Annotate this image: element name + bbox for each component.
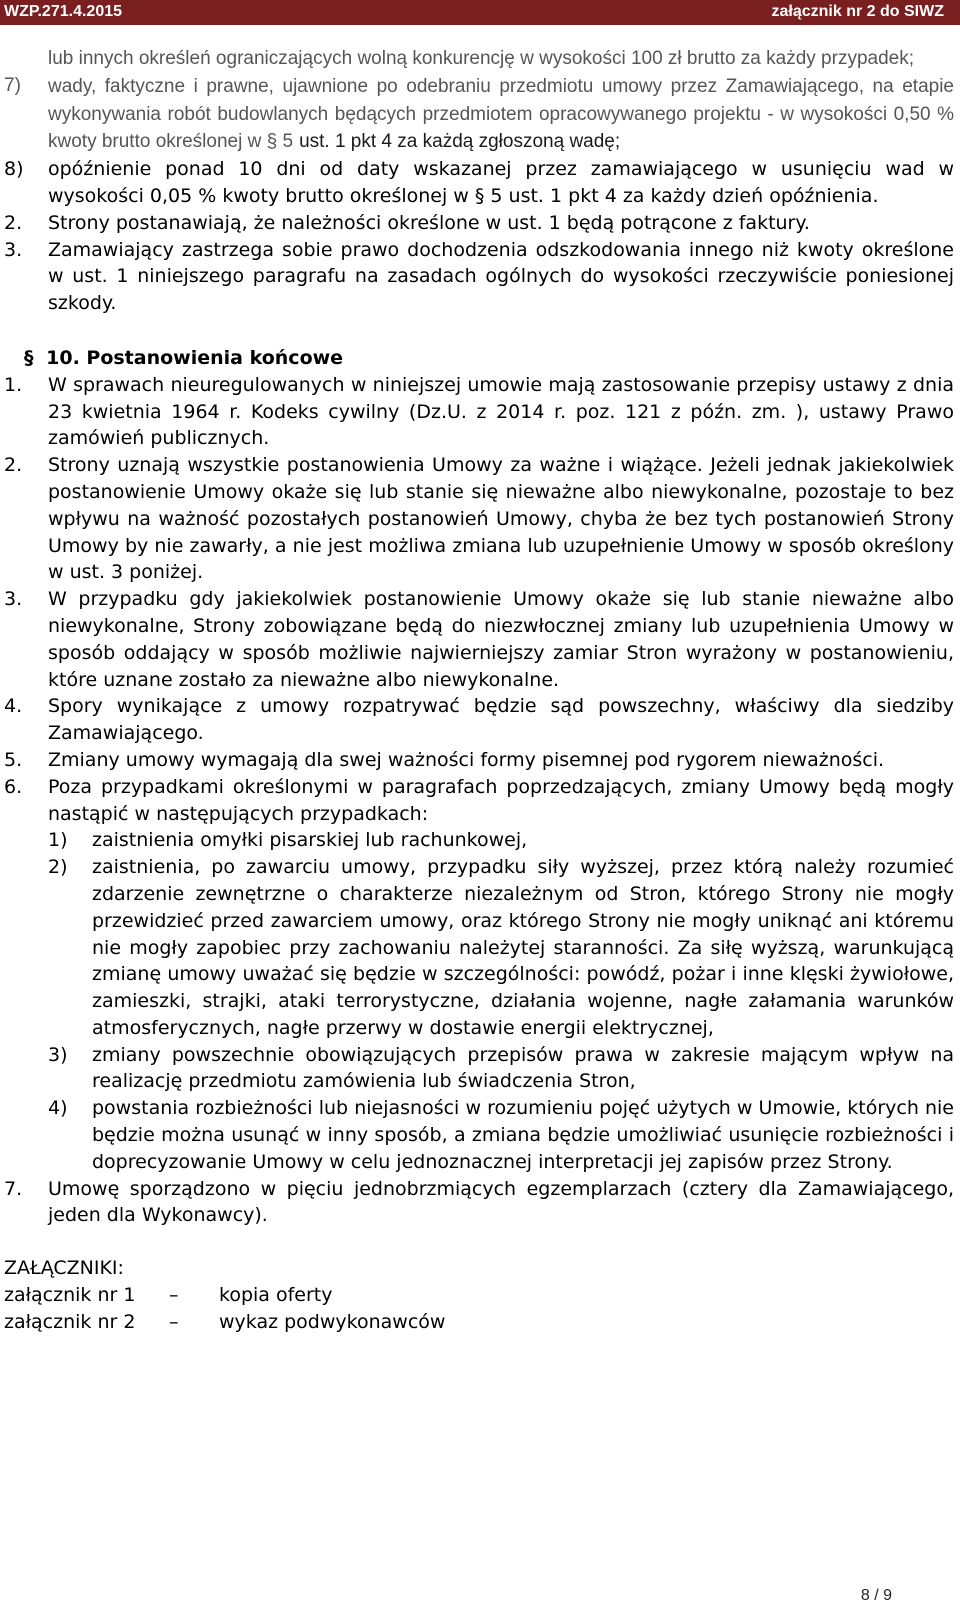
section-heading — [24, 345, 954, 372]
item-text: Poza przypadkami określonymi w paragrafach poprzedzających, zmiany Umowy będą mogły nastąpić w następujących przypadkach: — [48, 775, 954, 825]
item-text: wady, faktyczne i prawne, ujawnione po odebraniu przedmiotu umowy przez Zamawiającego, na etapie wykonywania robót budowlanych będących przedmiotem opracowywanego projektu - w wysokości 0,50 % kwoty brutto określonej w § 5 — [48, 75, 954, 153]
item-number: 4. — [4, 695, 23, 718]
final-provision-point — [4, 774, 954, 828]
item-text: Spory wynikające z umowy rozpatrywać będzie sąd powszechny, właściwy dla siedziby Zamawiającego. — [48, 695, 954, 745]
item-number: 2) — [48, 856, 68, 879]
attachment-label: załącznik nr 2 do SIWZ — [771, 3, 944, 20]
attachments-section — [4, 1255, 954, 1335]
change-case-item — [48, 854, 954, 1042]
section-sign: § — [24, 346, 34, 369]
item-number: 2. — [4, 211, 23, 234]
item-number: 1) — [48, 829, 68, 852]
item-text: Zmiany umowy wymagają dla swej ważności formy pisemnej pod rygorem nieważności. — [48, 748, 885, 771]
document-header — [0, 0, 960, 25]
final-provision-point — [4, 693, 954, 747]
final-provision-point — [4, 747, 954, 774]
item-text: powstania rozbieżności lub niejasności w rozumieniu pojęć użytych w Umowie, których nie będzie można usunąć w inny sposób, a zmiana będzie umożliwiać usunięcie rozbieżności i doprecyzowanie Umowy w celu jednoznacznej interpretacji jej zapisów przez Strony. — [92, 1097, 954, 1173]
item-text: Zamawiający zastrzega sobie prawo dochodzenia odszkodowania innego niż kwoty określone w ust. 1 niniejszego paragrafu na zasadach ogólnych do wysokości rzeczywiście poniesionej szkody. — [48, 238, 954, 315]
penalty-item-7 — [4, 73, 954, 156]
paragraph-point-2 — [4, 210, 954, 237]
item-number: 3) — [48, 1043, 68, 1066]
paragraph-point-7 — [4, 1176, 954, 1230]
item-number: 3. — [4, 238, 23, 261]
item-text: zmiany powszechnie obowiązujących przepisów prawa w zakresie mającym wpływ na realizację przedmiotu zamówienia lub świadczenia Stron, — [92, 1043, 954, 1093]
item-number: 2. — [4, 454, 23, 477]
item-text: Strony uznają wszystkie postanowienia Umowy za ważne i wiążące. Jeżeli jednak jakiekolwiek postanowienie Umowy okaże się lub stanie się nieważne albo niewykonalne, pozostaje to bez wpływu na ważność pozostałych postanowień Umowy, chyba że bez tych postanowień Strony Umowy by nie zawarły, a nie jest możliwa zmiana lub uzupełnienie Umowy w sposób określony w ust. 3 poniżej. — [48, 454, 954, 584]
item-number: 7. — [4, 1177, 23, 1200]
item-text: Umowę sporządzono w pięciu jednobrzmiących egzemplarzach (cztery dla Zamawiającego, jeden dla Wykonawcy). — [48, 1177, 954, 1227]
final-provision-point — [4, 452, 954, 586]
item-number: 4) — [48, 1097, 68, 1120]
change-case-item — [48, 1095, 954, 1175]
paragraph-point-3 — [4, 237, 954, 317]
final-provisions-list — [4, 372, 954, 1176]
item-number: 1. — [4, 373, 23, 396]
attachment-description: wykaz podwykonawców — [219, 1310, 446, 1333]
item-number: 3. — [4, 588, 23, 611]
item-number: 5. — [4, 748, 23, 771]
item-number: 7) — [4, 74, 21, 96]
item-number: 6. — [4, 775, 23, 798]
item-text: opóźnienie ponad 10 dni od daty wskazanej przez zamawiającego w usunięciu wad w wysokości 0,05 % kwoty brutto określonej w § 5 ust. 1 pkt 4 za każdy dzień opóźnienia. — [48, 158, 954, 207]
attachments-list — [4, 1282, 954, 1336]
attachment-name: załącznik nr 1 — [4, 1284, 136, 1307]
item-text: zaistnienia, po zawarciu umowy, przypadku siły wyższej, przez którą należy rozumieć zdarzenie zewnętrzne o charakterze niezależnym od Stron, którego Strony nie mogły przewidzieć przed zawarciem umowy, oraz którego Strony nie mogły uniknąć ani któremu nie mogły zapobiec przy zachowaniu należytej staranności. Za siłę wyższą, warunkującą zmianę umowy uważać się będzie w szczególności: powódź, pożar i inne klęski żywiołowe, zamieszki, strajki, ataki terrorystyczne, działania wojenne, nagłe załamania warunków atmosferycznych, nagłe przerwy w dostawie energii elektrycznej, — [92, 856, 954, 1039]
final-provision-point — [4, 372, 954, 452]
intro-continuation: lub innych określeń ograniczających wolną konkurencję w wysokości 100 zł brutto za każdy przypadek; — [48, 48, 914, 69]
attachment-row — [4, 1309, 954, 1336]
attachment-dash: – — [169, 1310, 179, 1333]
item-text: W przypadku gdy jakiekolwiek postanowienie Umowy okaże się lub stanie nieważne albo niewykonalne, Strony zobowiązane będą do niezwłocznej zmiany lub uzupełnienia Umowy w sposób oddający w sposób możliwie najwierniejszy zamiar Stron wyrażony w postanowieniu, które uznane zostało za nieważne albo niewykonalne. — [48, 588, 954, 691]
item-text: ust. 1 pkt 4 za każdą zgłoszoną wadę; — [299, 131, 621, 153]
document-reference: WZP.271.4.2015 — [4, 3, 123, 20]
section-title: 10. Postanowienia końcowe — [46, 346, 344, 369]
item-text: Strony postanawiają, że należności określone w ust. 1 będą potrącone z faktury. — [48, 211, 810, 234]
item-text: W sprawach nieuregulowanych w niniejszej umowie mają zastosowanie przepisy ustawy z dnia 23 kwietnia 1964 r. Kodeks cywilny (Dz.U. z 2014 r. poz. 121 z późn. zm. ), ustawy Prawo zamówień publicznych. — [48, 373, 954, 450]
final-provision-point — [4, 586, 954, 693]
attachments-heading: ZAŁĄCZNIKI: — [4, 1257, 124, 1280]
page-number: 8 / 9 — [860, 1587, 892, 1604]
attachment-description: kopia oferty — [219, 1284, 333, 1307]
document-body — [4, 46, 954, 1336]
attachment-dash: – — [169, 1284, 179, 1307]
change-case-item — [48, 1042, 954, 1096]
attachment-name: załącznik nr 2 — [4, 1310, 136, 1333]
attachment-row — [4, 1282, 954, 1309]
penalty-item-8 — [4, 156, 954, 210]
item-number: 8) — [4, 158, 24, 181]
item-text: zaistnienia omyłki pisarskiej lub rachunkowej, — [92, 829, 528, 852]
change-case-item — [48, 827, 954, 854]
